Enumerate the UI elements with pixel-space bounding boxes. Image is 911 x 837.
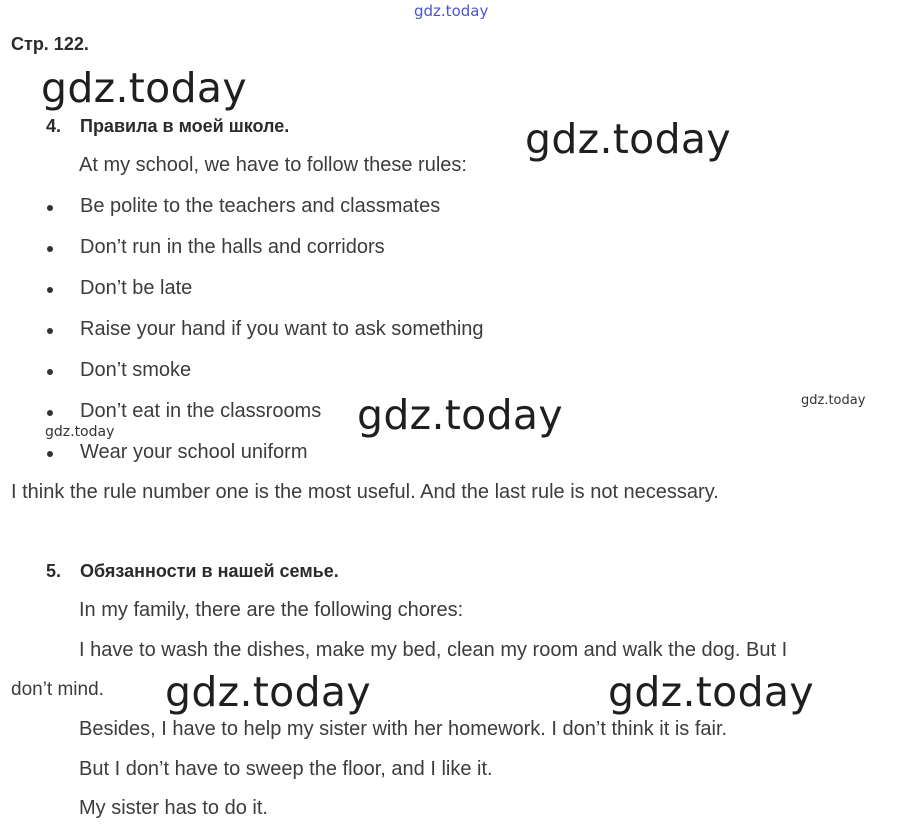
bullet-icon	[47, 410, 53, 416]
watermark: gdz.today	[608, 668, 814, 716]
list-item: Don’t eat in the classrooms	[80, 400, 322, 422]
list-item: Be polite to the teachers and classmates	[80, 195, 441, 217]
list-item: Wear your school uniform	[80, 441, 308, 463]
paragraph-line: I have to wash the dishes, make my bed, clean my room and walk the dog. But I	[79, 639, 788, 661]
list-item: Raise your hand if you want to ask something	[80, 318, 484, 340]
watermark: gdz.today	[41, 64, 247, 112]
watermark: gdz.today	[165, 668, 371, 716]
bullet-icon	[47, 369, 53, 375]
task-title: Обязанности в нашей семье.	[80, 561, 339, 581]
bullet-icon	[47, 287, 53, 293]
task-conclusion: I think the rule number one is the most useful. And the last rule is not necessary.	[11, 481, 719, 503]
bullet-icon	[47, 246, 53, 252]
watermark-top: gdz.today	[414, 2, 489, 20]
task-number: 5.	[46, 561, 62, 581]
bullet-icon	[47, 451, 53, 457]
task-intro: In my family, there are the following chores:	[79, 599, 464, 621]
list-item: Don’t be late	[80, 277, 193, 299]
bullet-icon	[47, 328, 53, 334]
page-reference: Стр. 122.	[11, 34, 89, 54]
paragraph-line: Besides, I have to help my sister with her homework. I don’t think it is fair.	[79, 718, 728, 740]
paragraph-line: My sister has to do it.	[79, 797, 268, 819]
task-number: 4.	[46, 116, 62, 136]
watermark-small: gdz.today	[801, 393, 866, 408]
list-item: Don’t smoke	[80, 359, 192, 381]
paragraph-line: don’t mind.	[11, 679, 104, 700]
task-title: Правила в моей школе.	[80, 116, 290, 136]
bullet-icon	[47, 205, 53, 211]
paragraph-line: But I don’t have to sweep the floor, and I like it.	[79, 758, 493, 780]
list-item: Don’t run in the halls and corridors	[80, 236, 385, 258]
watermark-small: gdz.today	[45, 424, 115, 440]
task-intro: At my school, we have to follow these rules:	[79, 154, 467, 176]
watermark: gdz.today	[525, 115, 731, 163]
watermark: gdz.today	[357, 391, 563, 439]
